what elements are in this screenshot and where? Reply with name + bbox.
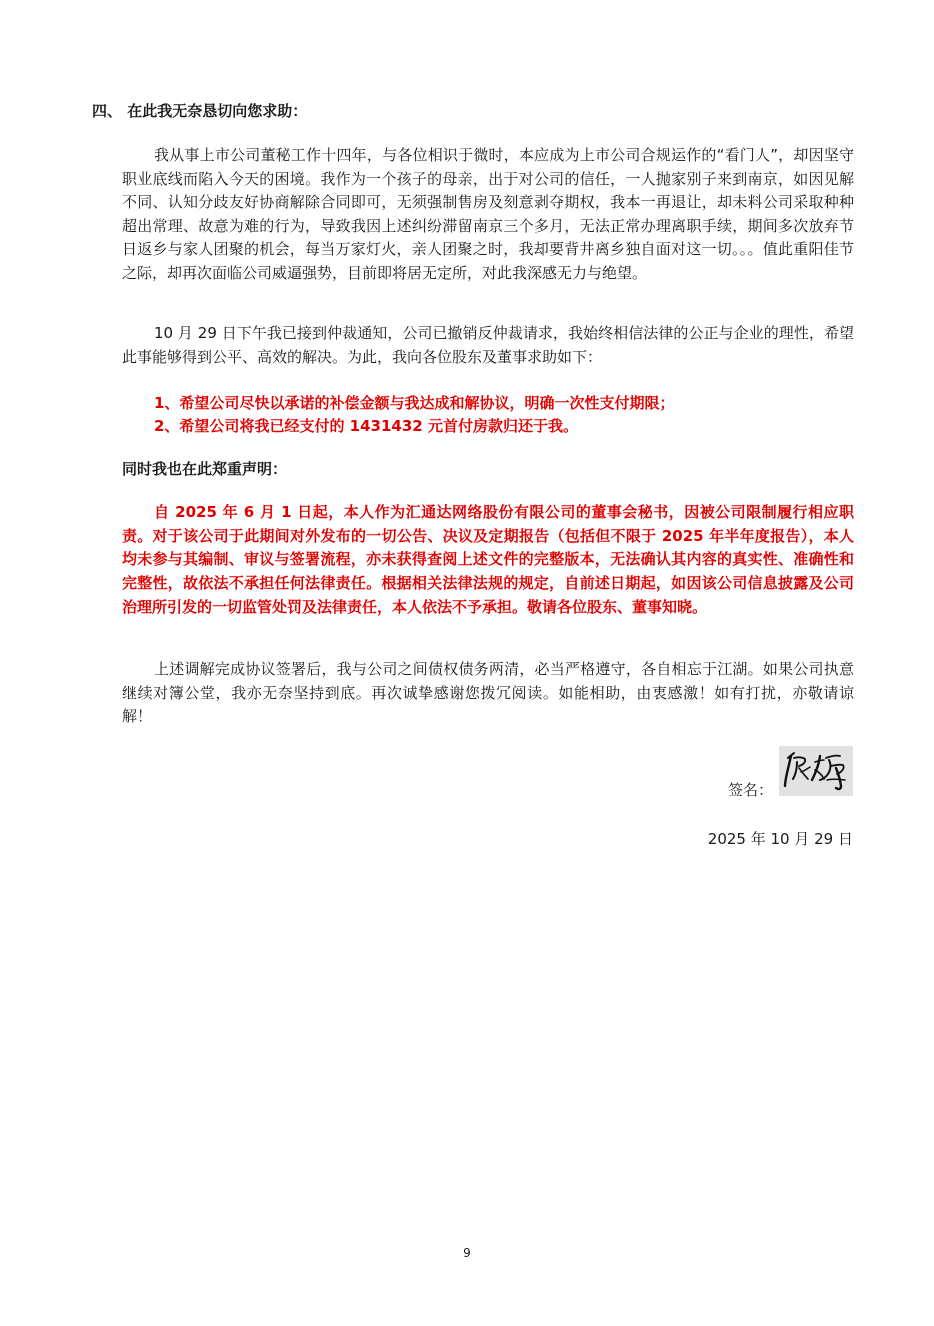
paragraph-background: 我从事上市公司董秘工作十四年，与各位相识于微时，本应成为上市公司合规运作的“看门人”，却因坚守职业底线而陷入今天的困境。我作为一个孩子的母亲，出于对公司的信任，一人抛家别子来到南京，如因见解不同、认知分歧友好协商解除合同即可，无须强制售房及刻意剥夺期权，我本一再退让，却未料公司采取种种超出常理、故意为难的行为，导致我因上述纠纷滞留南京三个多月，无法正常办理离职手续，期间多次放弃节日返乡与家人团聚的机会，每当万家灯火，亲人团聚之时，我却要背井离乡独自面对这一切。。。值此重阳佳节之际，却再次面临公司威逼强势，目前即将居无定所，对此我深感无力与绝望。: [122, 146, 854, 282]
request-item: 1、希望公司尽快以承诺的补偿金额与我达成和解协议，明确一次性支付期限；: [154, 394, 675, 412]
paragraph-closing: 上述调解完成协议签署后，我与公司之间债权债务两清，必当严格遵守，各自相忘于江湖。如果公司执意继续对簿公堂，我亦无奈坚持到底。再次诚挚感谢您拨冗阅读。如能相助，由衷感激！如有打扰，亦敬请谅解！: [122, 660, 854, 726]
page-number: 9: [463, 1246, 471, 1260]
signature-stroke-icon: [779, 746, 853, 796]
request-list: [154, 392, 854, 438]
declaration-text: 自 2025 年 6 月 1 日起，本人作为汇通达网络股份有限公司的董事会秘书，因被公司限制履行相应职责。对于该公司于此期间对外发布的一切公告、决议及定期报告（包括但不限于 2025 年半年度报告），本人均未参与其编制、审议与签署流程，亦未获得查阅上述文件的完整版本，无法确认其内容的真实性、准确性和完整性，故依法不承担任何法律责任。根据相关法律法规的规定，自前述日期起，如因该公司信息披露及公司治理所引发的一切监管处罚及法律责任，本人依法不予承担。敬请各位股东、董事知晓。: [122, 503, 854, 616]
declaration-heading: 同时我也在此郑重声明：: [122, 460, 288, 478]
signature-label: 签名：: [728, 781, 774, 799]
section-heading: 四、 在此我无奈恳切向您求助：: [92, 102, 308, 120]
request-item: 2、希望公司将我已经支付的 1431432 元首付房款归还于我。: [154, 417, 578, 435]
paragraph-arbitration-notice: 10 月 29 日下午我已接到仲裁通知，公司已撤销反仲裁请求，我始终相信法律的公正与企业的理性，希望此事能够得到公平、高效的解决。为此，我向各位股东及董事求助如下：: [122, 324, 854, 366]
handwritten-signature: [779, 746, 853, 796]
letter-date: 2025 年 10 月 29 日: [707, 830, 853, 848]
